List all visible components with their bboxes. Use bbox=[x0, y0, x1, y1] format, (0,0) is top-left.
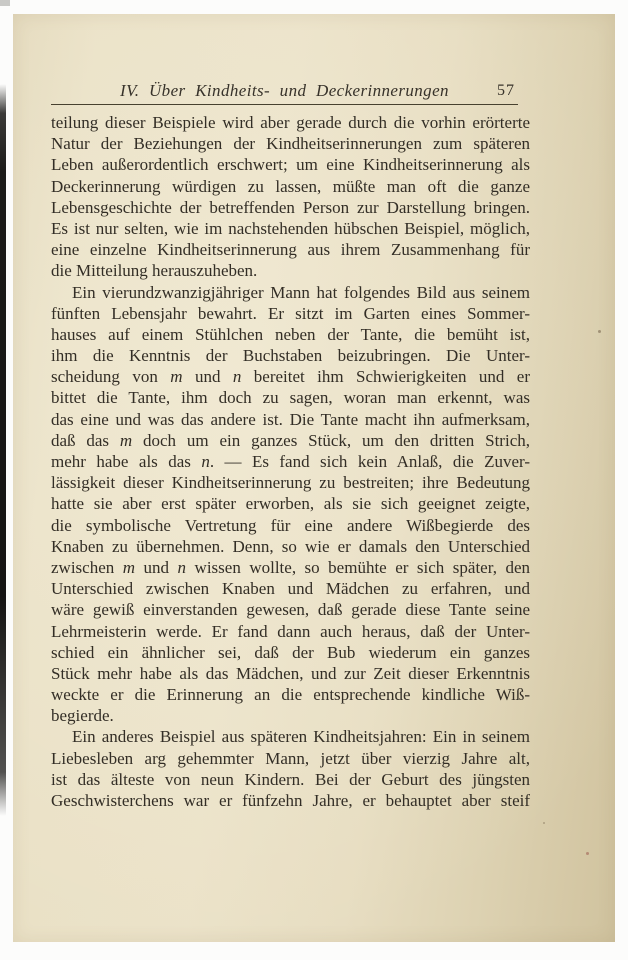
body-text bbox=[51, 112, 530, 811]
text-line: Natur der Beziehungen der Kindheitserinnerungen zum späteren bbox=[51, 134, 530, 154]
scan-speck bbox=[586, 852, 589, 855]
chapter-title: IV. Über Kindheits- und Deckerinnerungen bbox=[120, 81, 449, 100]
scan-corner-artifact bbox=[0, 0, 10, 6]
page-number: 57 bbox=[497, 82, 515, 99]
scan-edge-artifact bbox=[0, 84, 6, 816]
text-line: Unterschied zwischen Knaben und Mädchen zu erfahren, und bbox=[51, 579, 530, 599]
book-page bbox=[13, 14, 615, 942]
text-line: eine einzelne Kindheitserinnerung aus ihrem Zusammenhang für bbox=[51, 240, 530, 260]
text-line: ihm die Kenntnis der Buchstaben beizubringen. Die Unter- bbox=[51, 346, 530, 366]
text-line: Ein anderes Beispiel aus späteren Kindheitsjahren: Ein in seinem bbox=[72, 727, 530, 747]
scan-speck bbox=[543, 822, 545, 824]
text-line: scheidung von m und n bereitet ihm Schwierigkeiten und er bbox=[51, 367, 530, 387]
text-line: Es ist nur selten, wie im nachstehenden hübschen Beispiel, möglich, bbox=[51, 218, 530, 238]
paragraph bbox=[51, 112, 530, 282]
text-line: Knaben zu übernehmen. Denn, so wie er damals den Unterschied bbox=[51, 536, 530, 556]
paragraph bbox=[51, 282, 530, 727]
text-line: begierde. bbox=[51, 706, 114, 726]
text-line: schied ein ähnlicher sei, daß der Bub wiederum ein ganzes bbox=[51, 642, 530, 662]
text-line: die Mitteilung herauszuheben. bbox=[51, 261, 258, 281]
text-line: hatte sie aber erst später erworben, als sie sich geeignet zeigte, bbox=[51, 494, 530, 514]
text-line: weckte er die Erinnerung an die entsprechende kindliche Wiß- bbox=[51, 685, 530, 705]
text-line: zwischen m und n wissen wollte, so bemühte er sich später, den bbox=[51, 557, 530, 577]
text-line: wäre gewiß einverstanden gewesen, daß gerade diese Tante seine bbox=[51, 600, 530, 620]
text-line: Geschwisterchens war er fünfzehn Jahre, er behauptet aber steif bbox=[51, 791, 530, 810]
text-line: das eine und was das andere ist. Die Tante macht ihn aufmerksam, bbox=[51, 409, 530, 429]
text-line: fünften Lebensjahr bewahrt. Er sitzt im Garten eines Sommer- bbox=[51, 303, 530, 323]
paragraph bbox=[51, 726, 530, 811]
scan-speck bbox=[598, 330, 601, 333]
text-line: Lebensgeschichte der betreffenden Person zur Darstellung bringen. bbox=[51, 197, 530, 217]
text-line: Deckerinnerung würdigen zu lassen, müßte man oft die ganze bbox=[51, 176, 530, 196]
text-line: ist das älteste von neun Kindern. Bei der Geburt des jüngsten bbox=[51, 769, 530, 789]
text-line: hauses auf einem Stühlchen neben der Tante, die bemüht ist, bbox=[51, 324, 530, 344]
text-line: Stück mehr habe als das Mädchen, und zur Zeit dieser Erkenntnis bbox=[51, 663, 530, 683]
text-line: lässigkeit dieser Kindheitserinnerung zu bestreiten; ihre Bedeutung bbox=[51, 473, 530, 493]
text-line: teilung dieser Beispiele wird aber gerade durch die vorhin erörterte bbox=[51, 113, 530, 132]
text-line: Liebesleben arg gehemmter Mann, jetzt über vierzig Jahre alt, bbox=[51, 748, 530, 768]
text-line: Ein vierundzwanzigjähriger Mann hat folgendes Bild aus seinem bbox=[72, 282, 530, 302]
text-line: mehr habe als das n. — Es fand sich kein Anlaß, die Zuver- bbox=[51, 452, 530, 471]
text-line: die symbolische Vertretung für eine andere Wißbegierde des bbox=[51, 515, 530, 535]
page-header bbox=[51, 81, 518, 105]
text-line: Lehrmeisterin werde. Er fand dann auch heraus, daß der Unter- bbox=[51, 621, 530, 641]
text-line: daß das m doch um ein ganzes Stück, um den dritten Strich, bbox=[51, 430, 530, 450]
text-line: Leben außerordentlich erschwert; um eine Kindheitserinnerung als bbox=[51, 155, 530, 175]
header-rule bbox=[51, 104, 518, 105]
text-line: bittet die Tante, ihm doch zu sagen, woran man erkennt, was bbox=[51, 388, 530, 408]
